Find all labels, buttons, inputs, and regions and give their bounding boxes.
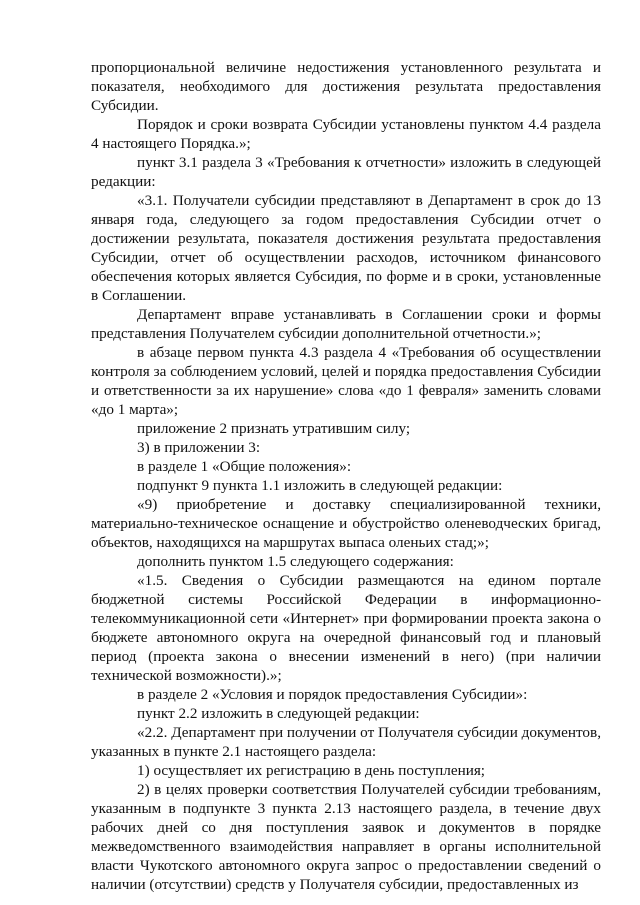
paragraph-subitem-9-text: «9) приобретение и доставку специализированной техники, материально-техническое оснащение и обустройство оленеводческих бригад, объектов, находящихся на маршрутах выпаса оленьих стад;»; bbox=[91, 496, 601, 551]
paragraph-additional-reporting: Департамент вправе устанавливать в Соглашении сроки и формы представления Получателем субсидии дополнительной отчетности.»; bbox=[91, 306, 601, 342]
paragraph-item-3-1-text: «3.1. Получатели субсидии представляют в Департамент в срок до 13 января года, следующего за годом предоставления Субсидии отчет о достижении результата, показателя достижения результата предоставления Субсидии, отчет об осуществлении расходов, источником финансового обеспечения которых является Субсидия, по форме и в сроки, установленные в Соглашении. bbox=[91, 192, 601, 304]
paragraph-section-1: в разделе 1 «Общие положения»: bbox=[137, 458, 352, 475]
paragraph-item-2-2-instruction: пункт 2.2 изложить в следующей редакции: bbox=[137, 705, 420, 722]
paragraph-subitem-9-instruction: подпункт 9 пункта 1.1 изложить в следующей редакции: bbox=[137, 477, 503, 494]
paragraph-verification: 2) в целях проверки соответствия Получателей субсидии требованиям, указанным в подпункте 3 пункта 2.13 настоящего раздела, в течение двух рабочих дней со дня поступления заявок и документов в порядке межведомственного взаимодействия направляет в органы исполнительной власти Чукотского автономного округа запрос о предоставлении сведений о наличии (отсутствии) средств у Получателя субсидии, предоставленных из bbox=[91, 781, 601, 893]
paragraph-continuation: пропорциональной величине недостижения установленного результата и показателя, необходимого для достижения результата предоставления Субсидии. bbox=[91, 59, 601, 114]
paragraph-return-terms: Порядок и сроки возврата Субсидии установлены пунктом 4.4 раздела 4 настоящего Порядка.»; bbox=[91, 116, 601, 152]
paragraph-annex-3: 3) в приложении 3: bbox=[137, 439, 261, 456]
document-page bbox=[91, 58, 601, 894]
paragraph-section-2: в разделе 2 «Условия и порядок предоставления Субсидии»: bbox=[137, 686, 528, 703]
paragraph-annex-2-void: приложение 2 признать утратившим силу; bbox=[137, 420, 411, 437]
paragraph-item-3-1-instruction: пункт 3.1 раздела 3 «Требования к отчетности» изложить в следующей редакции: bbox=[91, 154, 601, 190]
paragraph-item-4-3-amendment: в абзаце первом пункта 4.3 раздела 4 «Требования об осуществлении контроля за соблюдением условий, целей и порядка предоставления Субсидии и ответственности за их нарушение» слова «до 1 февраля» заменить словами «до 1 марта»; bbox=[91, 344, 601, 418]
paragraph-item-1-5-instruction: дополнить пунктом 1.5 следующего содержания: bbox=[137, 553, 454, 570]
paragraph-registration: 1) осуществляет их регистрацию в день поступления; bbox=[137, 762, 486, 779]
paragraph-item-1-5-text: «1.5. Сведения о Субсидии размещаются на едином портале бюджетной системы Российской Федерации в информационно-телекоммуникационной сети «Интернет» при формировании проекта закона о бюджете автономного округа на очередной финансовый год и плановый период (проекта закона о внесении изменений в него) (при наличии технической возможности).»; bbox=[91, 572, 601, 684]
paragraph-item-2-2-text: «2.2. Департамент при получении от Получателя субсидии документов, указанных в пункте 2.1 настоящего раздела: bbox=[91, 724, 601, 760]
